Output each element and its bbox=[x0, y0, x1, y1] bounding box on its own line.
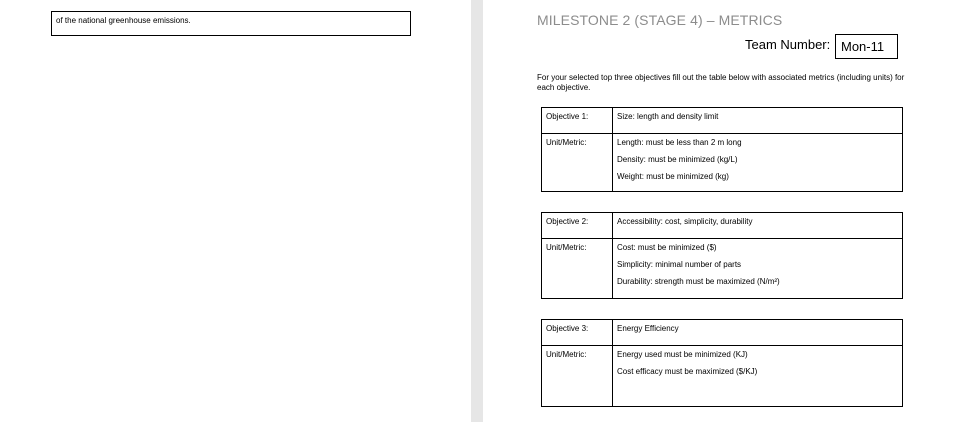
objective-2-metric-3: Durability: strength must be maximized (N/m²) bbox=[617, 277, 780, 286]
objective-1-metric-2: Density: must be minimized (kg/L) bbox=[617, 155, 738, 164]
greenhouse-text-box: of the national greenhouse emissions. bbox=[51, 11, 411, 36]
milestone-heading: MILESTONE 2 (STAGE 4) – METRICS bbox=[537, 12, 783, 28]
objective-2-value[interactable]: Accessibility: cost, simplicity, durability bbox=[613, 213, 903, 239]
objective-3-value[interactable]: Energy Efficiency bbox=[613, 320, 903, 346]
document-page-left bbox=[0, 0, 471, 422]
objective-3-metric-2: Cost efficacy must be maximized ($/KJ) bbox=[617, 367, 758, 376]
team-number-label: Team Number: bbox=[745, 37, 831, 52]
objective-1-metrics[interactable] bbox=[613, 134, 903, 192]
objective-2-table bbox=[541, 212, 903, 299]
objective-1-metric-label: Unit/Metric: bbox=[542, 134, 613, 192]
objective-3-label: Objective 3: bbox=[542, 320, 613, 346]
objective-3-metric-label: Unit/Metric: bbox=[542, 346, 613, 407]
objective-1-value[interactable]: Size: length and density limit bbox=[613, 108, 903, 134]
objective-3-metric-1: Energy used must be minimized (KJ) bbox=[617, 350, 748, 359]
objective-3-table bbox=[541, 319, 903, 407]
objective-1-metric-1: Length: must be less than 2 m long bbox=[617, 138, 742, 147]
objective-2-metric-label: Unit/Metric: bbox=[542, 239, 613, 299]
objective-2-metric-2: Simplicity: minimal number of parts bbox=[617, 260, 742, 269]
team-number-value[interactable]: Mon-11 bbox=[835, 34, 898, 59]
objective-1-label: Objective 1: bbox=[542, 108, 613, 134]
objective-3-metrics[interactable] bbox=[613, 346, 903, 407]
instructions-text: For your selected top three objectives fill out the table below with associated metrics (including units) for each objective. bbox=[537, 73, 905, 92]
objective-1-table bbox=[541, 107, 903, 192]
objective-1-metric-3: Weight: must be minimized (kg) bbox=[617, 172, 729, 181]
objective-2-label: Objective 2: bbox=[542, 213, 613, 239]
document-page-right bbox=[483, 0, 956, 422]
objective-2-metrics[interactable] bbox=[613, 239, 903, 299]
objective-2-metric-1: Cost: must be minimized ($) bbox=[617, 243, 717, 252]
